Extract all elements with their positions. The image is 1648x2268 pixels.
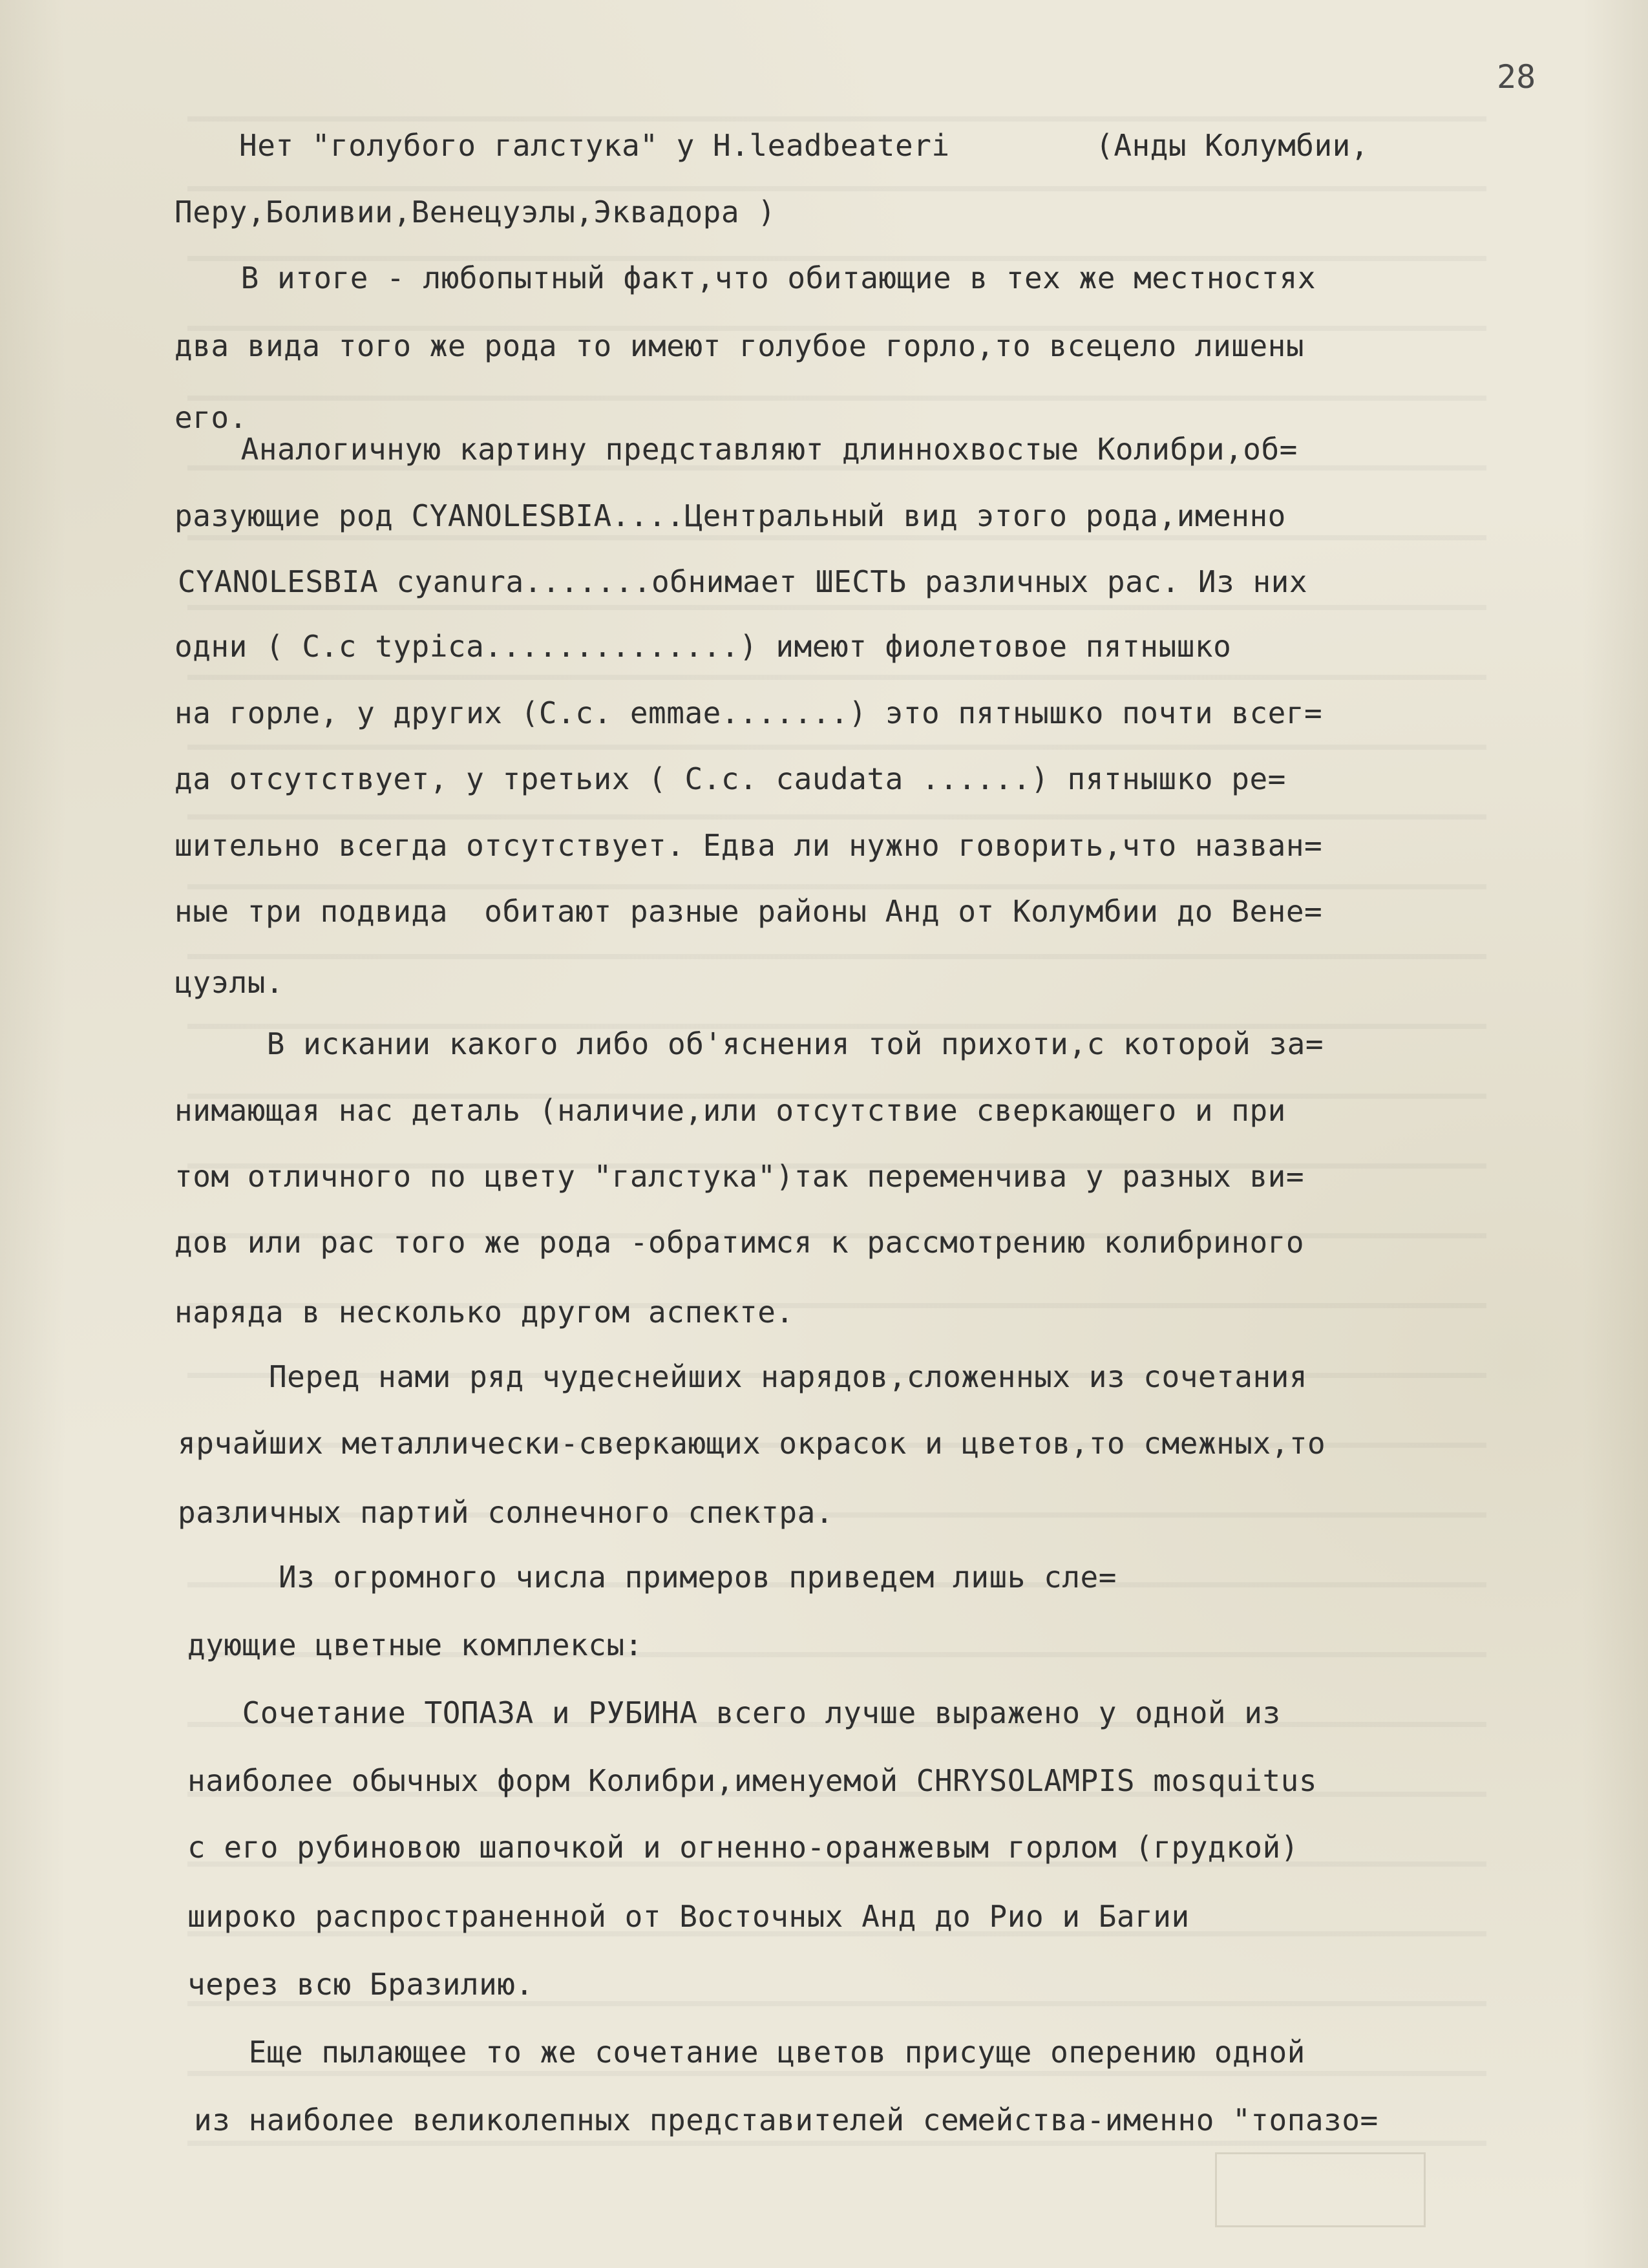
text-line: через всю Бразилию. [187, 1967, 534, 2002]
text-line: ярчайших металлически-сверкающих окрасок и цветов,то смежных,то [178, 1426, 1326, 1461]
text-line: В итоге - любопытный факт,что обитающие в тех же местностях [186, 260, 1316, 295]
text-line: различных партий солнечного спектра. [178, 1495, 834, 1530]
text-line: с его рубиновою шапочкой и огненно-оранжевым горлом (грудкой) [187, 1830, 1299, 1865]
text-line: из наиболее великолепных представителей семейства-именно "топазо= [194, 2103, 1379, 2137]
text-line: его. [174, 400, 248, 435]
text-line: Из огромного числа примеров приведем лишь сле= [187, 1560, 1117, 1595]
page-number: 28 [1497, 58, 1536, 96]
text-line: шительно всегда отсутствует. Едва ли нужно говорить,что назван= [174, 828, 1323, 863]
text-line: одни ( C.c typica..............) имеют фиолетовое пятнышко [174, 629, 1232, 664]
text-line: два вида того же рода то имеют голубое горло,то всецело лишены [174, 328, 1305, 363]
text-line: широко распространенной от Восточных Анд до Рио и Багии [187, 1899, 1190, 1934]
text-line: наряда в несколько другом аспекте. [174, 1295, 794, 1330]
text-line: Нет "голубого галстука" у H.leadbeateri (Анды Колумбии, [239, 128, 1369, 163]
text-line: да отсутствует, у третьих ( C.c. caudata ......) пятнышко ре= [174, 761, 1286, 796]
text-line: ные три подвида обитают разные районы Анд от Колумбии до Вене= [174, 894, 1323, 929]
text-line: Аналогичную картину представляют длиннохвостые Колибри,об= [186, 432, 1298, 467]
text-line: наиболее обычных форм Колибри,именуемой CHRYSOLAMPIS mosquitus [187, 1763, 1318, 1798]
text-line: дующие цветные комплексы: [187, 1627, 643, 1662]
text-line: дов или рас того же рода -обратимся к рассмотрению колибриного [174, 1225, 1305, 1260]
text-line: Перед нами ряд чудеснейших нарядов,сложенных из сочетания [178, 1359, 1308, 1394]
text-line: Сочетание ТОПАЗА и РУБИНА всего лучше выражено у одной из [187, 1695, 1281, 1730]
text-line: нимающая нас деталь (наличие,или отсутствие сверкающего и при [174, 1093, 1286, 1128]
text-line: Еще пылающее то же сочетание цветов присуще оперению одной [194, 2035, 1305, 2070]
text-line: Перу,Боливии,Венецуэлы,Эквадора ) [174, 195, 776, 229]
text-line: В искании какого либо об'яснения той прихоти,с которой за= [194, 1026, 1324, 1061]
text-line: цуэлы. [174, 965, 284, 1000]
text-line: том отличного по цвету "галстука")так переменчива у разных ви= [174, 1159, 1305, 1194]
text-line: на горле, у других (C.c. emmae.......) это пятнышко почти всег= [174, 695, 1323, 730]
faint-stamp [1215, 2152, 1426, 2227]
text-line: разующие род CYANOLESBIA....Центральный вид этого рода,именно [174, 498, 1286, 533]
text-line: CYANOLESBIA cyanura.......обнимает ШЕСТЬ различных рас. Из них [178, 564, 1308, 599]
